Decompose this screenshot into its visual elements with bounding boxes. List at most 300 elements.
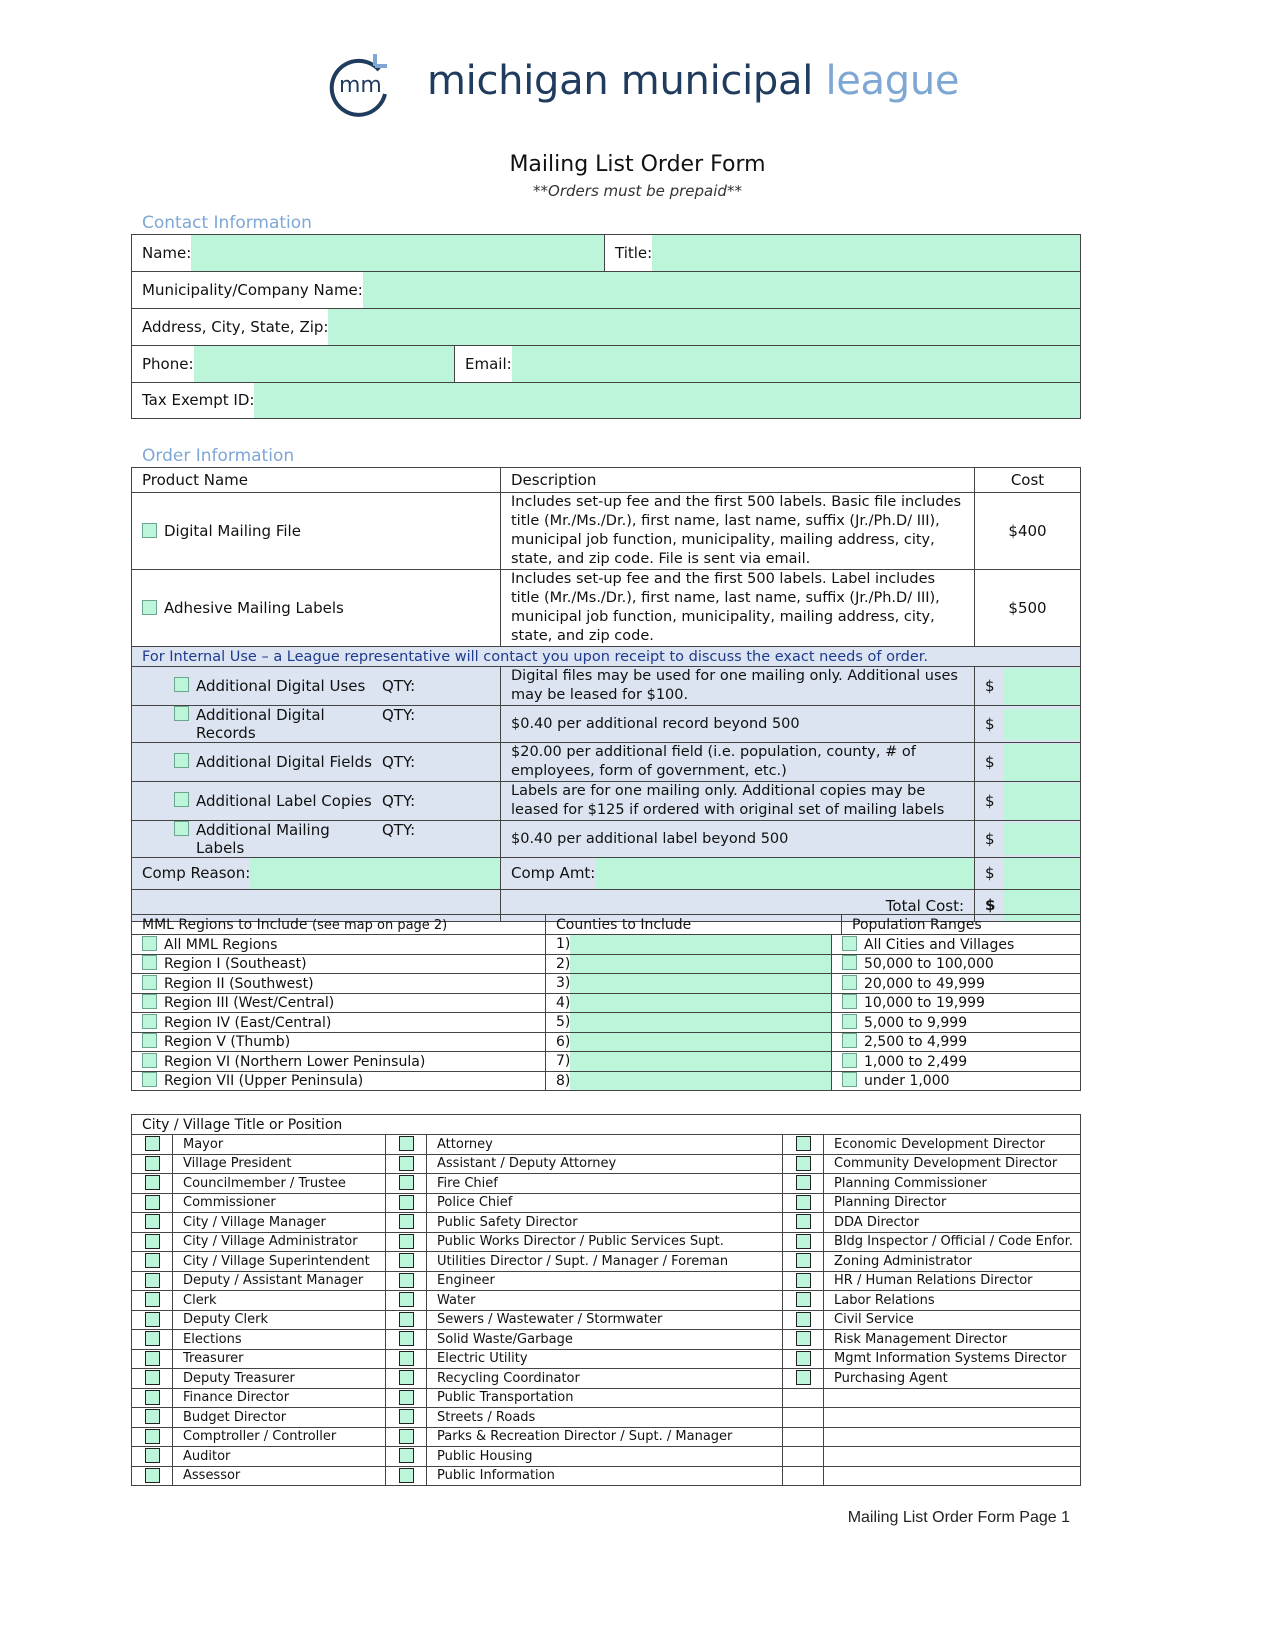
position-label: Community Development Director <box>824 1154 1081 1174</box>
checkbox[interactable] <box>145 1370 160 1385</box>
checkbox[interactable] <box>145 1448 160 1463</box>
region-cell <box>132 1032 546 1052</box>
checkbox[interactable] <box>142 1053 157 1068</box>
position-label: Fire Chief <box>427 1174 783 1194</box>
region-cell <box>132 935 546 955</box>
checkbox[interactable] <box>399 1351 414 1366</box>
positions-table <box>131 1114 1081 1135</box>
position-label: HR / Human Relations Director <box>824 1271 1081 1291</box>
dollar-sign: $ <box>985 896 996 914</box>
position-label: Attorney <box>427 1135 783 1155</box>
position-checkbox-cell <box>783 1135 824 1155</box>
extra-description: Labels are for one mailing only. Additional copies may be leased for $125 if ordered with original set of mailing labels <box>501 782 975 821</box>
checkbox[interactable] <box>145 1253 160 1268</box>
cost-input[interactable] <box>1003 858 1080 889</box>
position-label: Planning Director <box>824 1193 1081 1213</box>
position-checkbox-cell <box>386 1271 427 1291</box>
position-label: Parks & Recreation Director / Supt. / Manager <box>427 1427 783 1447</box>
county-number: 8) <box>556 1072 571 1089</box>
position-label: DDA Director <box>824 1213 1081 1233</box>
region-label: Region I (Southeast) <box>164 956 307 973</box>
extra-label: Additional Digital Fields <box>196 753 372 771</box>
region-label: Region V (Thumb) <box>164 1034 291 1051</box>
checkbox[interactable] <box>142 523 157 538</box>
population-cell <box>832 1071 1081 1091</box>
product-adhesive-labels <box>132 570 501 647</box>
name-cell <box>132 235 605 272</box>
checkbox[interactable] <box>174 753 189 768</box>
position-checkbox-cell <box>386 1349 427 1369</box>
qty-label: QTY: <box>382 821 416 839</box>
checkbox[interactable] <box>796 1175 811 1190</box>
checkbox[interactable] <box>399 1253 414 1268</box>
cost-input[interactable] <box>1003 709 1080 740</box>
checkbox[interactable] <box>145 1214 160 1229</box>
region-cell <box>132 974 546 994</box>
position-checkbox-cell <box>386 1369 427 1389</box>
checkbox[interactable] <box>399 1175 414 1190</box>
extra-description: Digital files may be used for one mailing only. Additional uses may be leased for $100. <box>501 667 975 706</box>
position-label: Comptroller / Controller <box>173 1427 386 1447</box>
position-label: Auditor <box>173 1447 386 1467</box>
checkbox[interactable] <box>174 677 189 692</box>
header-cost: Cost <box>975 468 1081 493</box>
position-label: City / Village Manager <box>173 1213 386 1233</box>
dollar-sign: $ <box>985 830 995 848</box>
title-input[interactable] <box>652 235 1080 271</box>
contact-section-label: Contact Information <box>142 213 312 233</box>
company-cell <box>132 272 1081 309</box>
county-cell <box>546 993 832 1013</box>
logo-text-dark: michigan municipal <box>427 58 814 104</box>
county-number: 2) <box>556 955 571 972</box>
population-label: 5,000 to 9,999 <box>864 1014 968 1031</box>
county-input[interactable] <box>570 1033 831 1052</box>
checkbox[interactable] <box>796 1234 811 1249</box>
county-cell <box>546 1071 832 1091</box>
positions-header: City / Village Title or Position <box>132 1115 1081 1135</box>
checkbox[interactable] <box>142 1072 157 1087</box>
population-label: 50,000 to 100,000 <box>864 956 994 973</box>
position-label: Deputy Treasurer <box>173 1369 386 1389</box>
extra-label: Additional Digital Uses <box>196 677 366 695</box>
county-number: 4) <box>556 994 571 1011</box>
population-cell <box>832 1032 1081 1052</box>
checkbox[interactable] <box>399 1234 414 1249</box>
extra-row <box>132 667 501 706</box>
extra-row <box>132 706 501 743</box>
position-label: Treasurer <box>173 1349 386 1369</box>
position-label: Purchasing Agent <box>824 1369 1081 1389</box>
position-checkbox-cell <box>132 1466 173 1486</box>
checkbox[interactable] <box>145 1234 160 1249</box>
position-checkbox-cell <box>386 1135 427 1155</box>
region-cell <box>132 1071 546 1091</box>
tax-input[interactable] <box>254 383 1080 418</box>
population-cell <box>832 1052 1081 1072</box>
position-checkbox-cell <box>783 1349 824 1369</box>
product-cost: $400 <box>975 493 1081 570</box>
checkbox[interactable] <box>399 1136 414 1151</box>
county-number: 3) <box>556 975 571 991</box>
position-label: Finance Director <box>173 1388 386 1408</box>
county-cell <box>546 1013 832 1033</box>
checkbox[interactable] <box>796 1292 811 1307</box>
region-cell <box>132 1052 546 1072</box>
product-description: Includes set-up fee and the first 500 labels. Basic file includes title (Mr./Ms./Dr.), first name, last name, suffix (Jr./Ph.D/ III), municipal job function, municipality, mailing address, city, state, and zip code. File is sent via email. <box>501 493 975 570</box>
header-counties: Counties to Include <box>546 915 842 935</box>
qty-label: QTY: <box>382 677 416 695</box>
address-input[interactable] <box>328 309 1080 345</box>
checkbox[interactable] <box>142 975 157 990</box>
phone-cell <box>132 346 455 383</box>
dollar-sign: $ <box>985 676 995 695</box>
position-label: Utilities Director / Supt. / Manager / Foreman <box>427 1252 783 1272</box>
county-cell <box>546 974 832 994</box>
checkbox[interactable] <box>142 994 157 1009</box>
checkbox[interactable] <box>842 1014 857 1029</box>
region-cell <box>132 954 546 974</box>
position-checkbox-cell <box>783 1466 824 1486</box>
address-label: Address, City, State, Zip: <box>142 318 329 336</box>
position-checkbox-cell <box>132 1310 173 1330</box>
position-label: Public Safety Director <box>427 1213 783 1233</box>
checkbox[interactable] <box>145 1468 160 1483</box>
dollar-sign: $ <box>985 752 995 771</box>
region-label: Region III (West/Central) <box>164 995 335 1012</box>
position-checkbox-cell <box>386 1310 427 1330</box>
position-label: Deputy Clerk <box>173 1310 386 1330</box>
checkbox[interactable] <box>174 792 189 807</box>
checkbox[interactable] <box>796 1331 811 1346</box>
checkbox[interactable] <box>796 1195 811 1210</box>
position-checkbox-cell <box>132 1174 173 1194</box>
comp-reason-cell <box>132 858 501 890</box>
extra-label: Additional Label Copies <box>196 792 372 810</box>
position-checkbox-cell <box>783 1252 824 1272</box>
position-label: Electric Utility <box>427 1349 783 1369</box>
position-label: Police Chief <box>427 1193 783 1213</box>
position-checkbox-cell <box>386 1427 427 1447</box>
position-label: Solid Waste/Garbage <box>427 1330 783 1350</box>
position-label: Public Transportation <box>427 1388 783 1408</box>
position-label: Elections <box>173 1330 386 1350</box>
extra-cost <box>975 782 1081 821</box>
region-label: Region II (Southwest) <box>164 975 314 992</box>
checkbox[interactable] <box>842 975 857 990</box>
qty-label: QTY: <box>382 753 416 771</box>
position-label: Assistant / Deputy Attorney <box>427 1154 783 1174</box>
checkbox[interactable] <box>399 1195 414 1210</box>
checkbox[interactable] <box>399 1429 414 1444</box>
position-checkbox-cell <box>132 1408 173 1428</box>
position-label: Zoning Administrator <box>824 1252 1081 1272</box>
position-label: Clerk <box>173 1291 386 1311</box>
product-label: Digital Mailing File <box>164 522 301 540</box>
cost-input[interactable] <box>1003 783 1080 820</box>
region-label: Region VI (Northern Lower Peninsula) <box>164 1053 426 1070</box>
page-title: Mailing List Order Form <box>509 152 766 177</box>
checkbox[interactable] <box>796 1253 811 1268</box>
logo <box>339 50 960 125</box>
position-label: Water <box>427 1291 783 1311</box>
position-checkbox-cell <box>132 1271 173 1291</box>
header-product: Product Name <box>132 468 501 493</box>
position-label: Village President <box>173 1154 386 1174</box>
county-cell <box>546 954 832 974</box>
checkbox[interactable] <box>145 1351 160 1366</box>
checkbox[interactable] <box>842 936 857 951</box>
position-label: Mgmt Information Systems Director <box>824 1349 1081 1369</box>
county-number: 7) <box>556 1053 571 1069</box>
product-digital-file <box>132 493 501 570</box>
checkbox[interactable] <box>145 1390 160 1405</box>
county-number: 6) <box>556 1033 571 1050</box>
checkbox[interactable] <box>399 1468 414 1483</box>
logo-text <box>427 58 959 104</box>
region-label: All MML Regions <box>164 936 278 953</box>
contact-table <box>131 234 1081 419</box>
checkbox[interactable] <box>842 1072 857 1087</box>
population-label: 1,000 to 2,499 <box>864 1053 968 1070</box>
extra-description: $20.00 per additional field (i.e. population, county, # of employees, form of government, etc.) <box>501 743 975 782</box>
position-label <box>824 1447 1081 1467</box>
position-checkbox-cell <box>783 1369 824 1389</box>
checkbox[interactable] <box>842 1033 857 1048</box>
position-checkbox-cell <box>132 1388 173 1408</box>
checkbox[interactable] <box>796 1214 811 1229</box>
position-label: Mayor <box>173 1135 386 1155</box>
checkbox[interactable] <box>142 955 157 970</box>
checkbox[interactable] <box>842 1053 857 1068</box>
checkbox[interactable] <box>842 955 857 970</box>
checkbox[interactable] <box>796 1312 811 1327</box>
checkbox[interactable] <box>796 1370 811 1385</box>
position-checkbox-cell <box>386 1154 427 1174</box>
population-label: 20,000 to 49,999 <box>864 975 985 992</box>
population-cell <box>832 954 1081 974</box>
checkbox[interactable] <box>399 1331 414 1346</box>
logo-text-light: league <box>825 58 960 104</box>
checkbox[interactable] <box>399 1273 414 1288</box>
region-cell <box>132 1013 546 1033</box>
position-checkbox-cell <box>783 1154 824 1174</box>
position-checkbox-cell <box>783 1388 824 1408</box>
position-label <box>824 1388 1081 1408</box>
position-label: Planning Commissioner <box>824 1174 1081 1194</box>
checkbox[interactable] <box>145 1156 160 1171</box>
position-checkbox-cell <box>783 1271 824 1291</box>
dollar-sign: $ <box>985 791 995 810</box>
email-label: Email: <box>465 355 512 373</box>
address-cell <box>132 309 1081 346</box>
region-label: Region VII (Upper Peninsula) <box>164 1073 364 1090</box>
checkbox[interactable] <box>142 936 157 951</box>
county-input[interactable] <box>570 974 831 993</box>
company-input[interactable] <box>363 272 1080 308</box>
checkbox[interactable] <box>142 1014 157 1029</box>
dollar-sign: $ <box>985 864 995 882</box>
county-input[interactable] <box>570 994 831 1013</box>
comp-amt-cell <box>501 858 975 890</box>
checkbox[interactable] <box>796 1156 811 1171</box>
position-label: Engineer <box>427 1271 783 1291</box>
county-number: 5) <box>556 1014 571 1030</box>
checkbox[interactable] <box>399 1409 414 1424</box>
position-checkbox-cell <box>783 1330 824 1350</box>
cost-input[interactable] <box>1003 668 1080 705</box>
position-checkbox-cell <box>386 1252 427 1272</box>
position-label <box>824 1427 1081 1447</box>
position-label <box>824 1408 1081 1428</box>
name-input[interactable] <box>191 235 604 271</box>
position-label: Public Information <box>427 1466 783 1486</box>
product-description: Includes set-up fee and the first 500 labels. Label includes title (Mr./Ms./Dr.), first name, last name, suffix (Jr./Ph.D/ III), municipal job function, municipality, mailing address, city, state, and zip code. <box>501 570 975 647</box>
checkbox[interactable] <box>174 821 189 836</box>
order-table <box>131 467 1081 922</box>
checkbox[interactable] <box>399 1390 414 1405</box>
position-checkbox-cell <box>386 1291 427 1311</box>
population-cell <box>832 974 1081 994</box>
extra-cost <box>975 821 1081 858</box>
product-cost: $500 <box>975 570 1081 647</box>
regions-table <box>131 914 1081 935</box>
extra-cost <box>975 743 1081 782</box>
position-checkbox-cell <box>783 1193 824 1213</box>
page-footer: Mailing List Order Form Page 1 <box>847 1509 1070 1526</box>
header-description: Description <box>501 468 975 493</box>
county-input[interactable] <box>570 1072 831 1091</box>
position-checkbox-cell <box>132 1427 173 1447</box>
county-cell <box>546 1052 832 1072</box>
position-checkbox-cell <box>386 1213 427 1233</box>
position-label <box>824 1466 1081 1486</box>
header-regions-label: MML Regions to Include <box>142 916 308 933</box>
checkbox[interactable] <box>145 1331 160 1346</box>
position-label: Bldg Inspector / Official / Code Enfor. <box>824 1232 1081 1252</box>
population-cell <box>832 993 1081 1013</box>
email-input[interactable] <box>512 346 1080 382</box>
position-label: City / Village Administrator <box>173 1232 386 1252</box>
extra-description: $0.40 per additional label beyond 500 <box>501 821 975 858</box>
tax-label: Tax Exempt ID: <box>142 391 255 409</box>
population-label: under 1,000 <box>864 1073 950 1090</box>
position-checkbox-cell <box>132 1330 173 1350</box>
county-input[interactable] <box>570 1052 831 1071</box>
checkbox[interactable] <box>145 1429 160 1444</box>
position-label: Economic Development Director <box>824 1135 1081 1155</box>
population-label: 10,000 to 19,999 <box>864 995 985 1012</box>
checkbox[interactable] <box>145 1175 160 1190</box>
position-checkbox-cell <box>386 1193 427 1213</box>
checkbox[interactable] <box>399 1292 414 1307</box>
checkbox[interactable] <box>145 1195 160 1210</box>
position-checkbox-cell <box>783 1213 824 1233</box>
checkbox[interactable] <box>842 994 857 1009</box>
checkbox[interactable] <box>796 1351 811 1366</box>
product-label: Adhesive Mailing Labels <box>164 599 344 617</box>
position-label: Councilmember / Trustee <box>173 1174 386 1194</box>
position-checkbox-cell <box>132 1447 173 1467</box>
cost-input[interactable] <box>1003 744 1080 781</box>
county-input[interactable] <box>570 1013 831 1032</box>
position-checkbox-cell <box>386 1447 427 1467</box>
checkbox[interactable] <box>142 600 157 615</box>
checkbox[interactable] <box>796 1136 811 1151</box>
phone-input[interactable] <box>194 346 454 382</box>
extra-cost <box>975 706 1081 743</box>
comp-amt-input[interactable] <box>595 858 974 889</box>
position-checkbox-cell <box>132 1154 173 1174</box>
position-label: Civil Service <box>824 1310 1081 1330</box>
position-label: Public Housing <box>427 1447 783 1467</box>
checkbox[interactable] <box>145 1409 160 1424</box>
comp-reason-input[interactable] <box>250 858 500 889</box>
population-cell <box>832 1013 1081 1033</box>
comp-amt-label: Comp Amt: <box>511 864 596 882</box>
position-checkbox-cell <box>783 1408 824 1428</box>
position-label: Labor Relations <box>824 1291 1081 1311</box>
position-label: Risk Management Director <box>824 1330 1081 1350</box>
extra-row <box>132 782 501 821</box>
population-label: 2,500 to 4,999 <box>864 1034 968 1051</box>
position-label: Commissioner <box>173 1193 386 1213</box>
extra-label: Additional Digital Records <box>196 706 325 742</box>
position-checkbox-cell <box>132 1291 173 1311</box>
checkbox[interactable] <box>145 1292 160 1307</box>
phone-label: Phone: <box>142 355 194 373</box>
position-checkbox-cell <box>132 1232 173 1252</box>
checkbox[interactable] <box>796 1273 811 1288</box>
position-label: City / Village Superintendent <box>173 1252 386 1272</box>
position-label: Deputy / Assistant Manager <box>173 1271 386 1291</box>
mml-logo-icon <box>327 50 397 120</box>
checkbox[interactable] <box>399 1156 414 1171</box>
checkbox[interactable] <box>145 1312 160 1327</box>
position-checkbox-cell <box>783 1291 824 1311</box>
comp-reason-label: Comp Reason: <box>142 864 251 882</box>
region-cell <box>132 993 546 1013</box>
comp-cost <box>975 858 1081 890</box>
county-input[interactable] <box>570 935 831 954</box>
checkbox[interactable] <box>399 1214 414 1229</box>
tax-cell <box>132 383 1081 419</box>
checkbox[interactable] <box>399 1312 414 1327</box>
position-checkbox-cell <box>386 1388 427 1408</box>
county-cell <box>546 935 832 955</box>
county-input[interactable] <box>570 955 831 974</box>
email-cell <box>455 346 1081 383</box>
company-label: Municipality/Company Name: <box>142 281 363 299</box>
dollar-sign: $ <box>985 714 995 733</box>
position-checkbox-cell <box>132 1349 173 1369</box>
position-label: Assessor <box>173 1466 386 1486</box>
extra-label: Additional Mailing Labels <box>196 821 330 857</box>
page-subtitle: **Orders must be prepaid** <box>533 182 742 200</box>
checkbox[interactable] <box>399 1370 414 1385</box>
header-population: Population Ranges <box>842 915 1081 935</box>
position-checkbox-cell <box>132 1252 173 1272</box>
title-cell <box>605 235 1081 272</box>
checkbox[interactable] <box>174 706 189 721</box>
position-checkbox-cell <box>132 1135 173 1155</box>
checkbox[interactable] <box>142 1033 157 1048</box>
position-checkbox-cell <box>783 1232 824 1252</box>
checkbox[interactable] <box>145 1273 160 1288</box>
cost-input[interactable] <box>1003 823 1080 855</box>
checkbox[interactable] <box>399 1448 414 1463</box>
checkbox[interactable] <box>145 1136 160 1151</box>
